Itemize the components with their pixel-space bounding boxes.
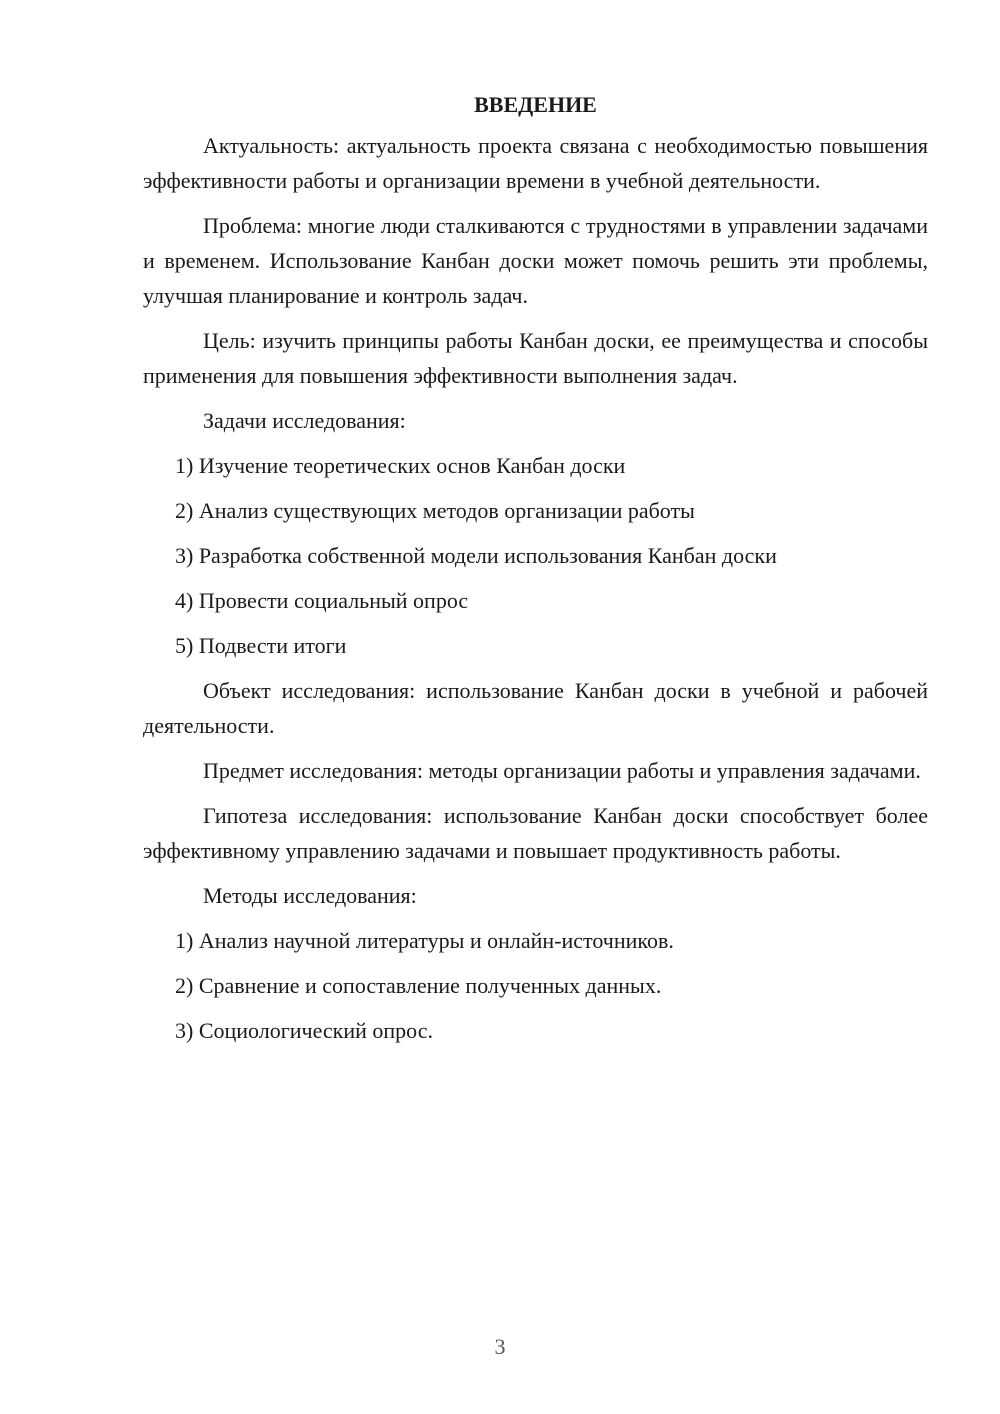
relevance-paragraph: Актуальность: актуальность проекта связана с необходимостью повышения эффективности работы и организации времени в учебной деятельности. xyxy=(143,133,928,193)
methods-list xyxy=(143,923,928,1048)
list-item: 3) Социологический опрос. xyxy=(175,1018,433,1043)
list-item: 1) Анализ научной литературы и онлайн-источников. xyxy=(175,928,674,953)
hypothesis-paragraph: Гипотеза исследования: использование Канбан доски способствует более эффективному управлению задачами и повышает продуктивность работы. xyxy=(143,803,928,863)
list-item: 5) Подвести итоги xyxy=(175,633,347,658)
object-paragraph: Объект исследования: использование Канбан доски в учебной и рабочей деятельности. xyxy=(143,678,928,738)
section-title: ВВЕДЕНИЕ xyxy=(474,92,597,117)
subject-paragraph: Предмет исследования: методы организации работы и управления задачами. xyxy=(203,758,921,783)
problem-paragraph: Проблема: многие люди сталкиваются с трудностями в управлении задачами и временем. Использование Канбан доски может помочь решить эти проблемы, улучшая планирование и контроль задач. xyxy=(143,213,928,308)
list-item: 1) Изучение теоретических основ Канбан доски xyxy=(175,453,626,478)
list-item: 3) Разработка собственной модели использования Канбан доски xyxy=(175,543,777,568)
list-item: 2) Сравнение и сопоставление полученных данных. xyxy=(175,973,662,998)
goal-paragraph: Цель: изучить принципы работы Канбан доски, ее преимущества и способы применения для повышения эффективности выполнения задач. xyxy=(143,328,928,388)
tasks-heading: Задачи исследования: xyxy=(203,408,406,433)
list-item: 4) Провести социальный опрос xyxy=(175,588,469,613)
list-item: 2) Анализ существующих методов организации работы xyxy=(175,498,695,523)
page-number: 3 xyxy=(494,1334,506,1359)
tasks-list xyxy=(143,448,928,663)
document-page xyxy=(143,90,928,1058)
methods-heading: Методы исследования: xyxy=(203,883,417,908)
